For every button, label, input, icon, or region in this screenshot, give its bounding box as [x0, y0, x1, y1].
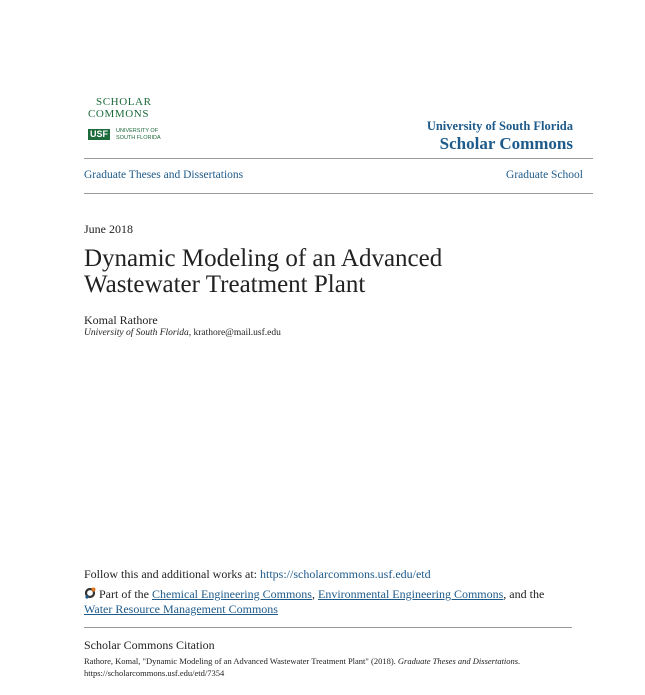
logo-scholar: SCHOLAR [96, 96, 152, 108]
repository-name: Scholar Commons [439, 134, 573, 153]
scholar-commons-logo [86, 92, 168, 144]
divider-citation [84, 627, 572, 628]
author-affiliation [84, 328, 281, 338]
document-title: Dynamic Modeling of an Advanced Wastewater Treatment Plant [84, 245, 443, 298]
citation-text [84, 655, 554, 679]
part-of-prefix: Part of the [99, 587, 152, 601]
follow-line [84, 567, 431, 582]
chemical-engineering-commons-link[interactable]: Chemical Engineering Commons [152, 587, 312, 601]
part-of-sep-1: , [311, 587, 318, 601]
commons-network-icon [84, 587, 96, 599]
follow-link[interactable]: https://scholarcommons.usf.edu/etd [260, 567, 431, 581]
logo-commons: COMMONS [88, 108, 150, 120]
part-of-block [84, 587, 564, 617]
author-email: , krathore@mail.usf.edu [188, 328, 281, 338]
author-name: Komal Rathore [84, 313, 158, 327]
divider-top [84, 158, 593, 159]
citation-heading: Scholar Commons Citation [84, 638, 215, 652]
publication-date: June 2018 [84, 222, 133, 236]
institution-header [427, 119, 573, 154]
divider-nav [84, 193, 593, 194]
university-name: University of South Florida [426, 119, 573, 133]
water-resource-management-commons-link[interactable]: Water Resource Management Commons [84, 602, 278, 616]
citation-main: Rathore, Komal, "Dynamic Modeling of an Advanced Wastewater Treatment Plant" (2018). [84, 656, 398, 666]
citation-series: Graduate Theses and Dissertations. [397, 656, 521, 666]
usf-text: UNIVERSITY OF SOUTH FLORIDA [116, 128, 161, 141]
environmental-engineering-commons-link[interactable]: Environmental Engineering Commons [317, 587, 504, 601]
citation-url: https://scholarcommons.usf.edu/etd/7354 [84, 668, 225, 678]
nav-graduate-theses[interactable]: Graduate Theses and Dissertations [84, 169, 244, 181]
affiliation-name: University of South Florida [84, 328, 189, 338]
part-of-sep-2: , and the [503, 587, 545, 601]
nav-graduate-school[interactable]: Graduate School [506, 169, 583, 181]
usf-badge: USF [90, 129, 108, 139]
follow-text: Follow this and additional works at: [84, 567, 260, 581]
